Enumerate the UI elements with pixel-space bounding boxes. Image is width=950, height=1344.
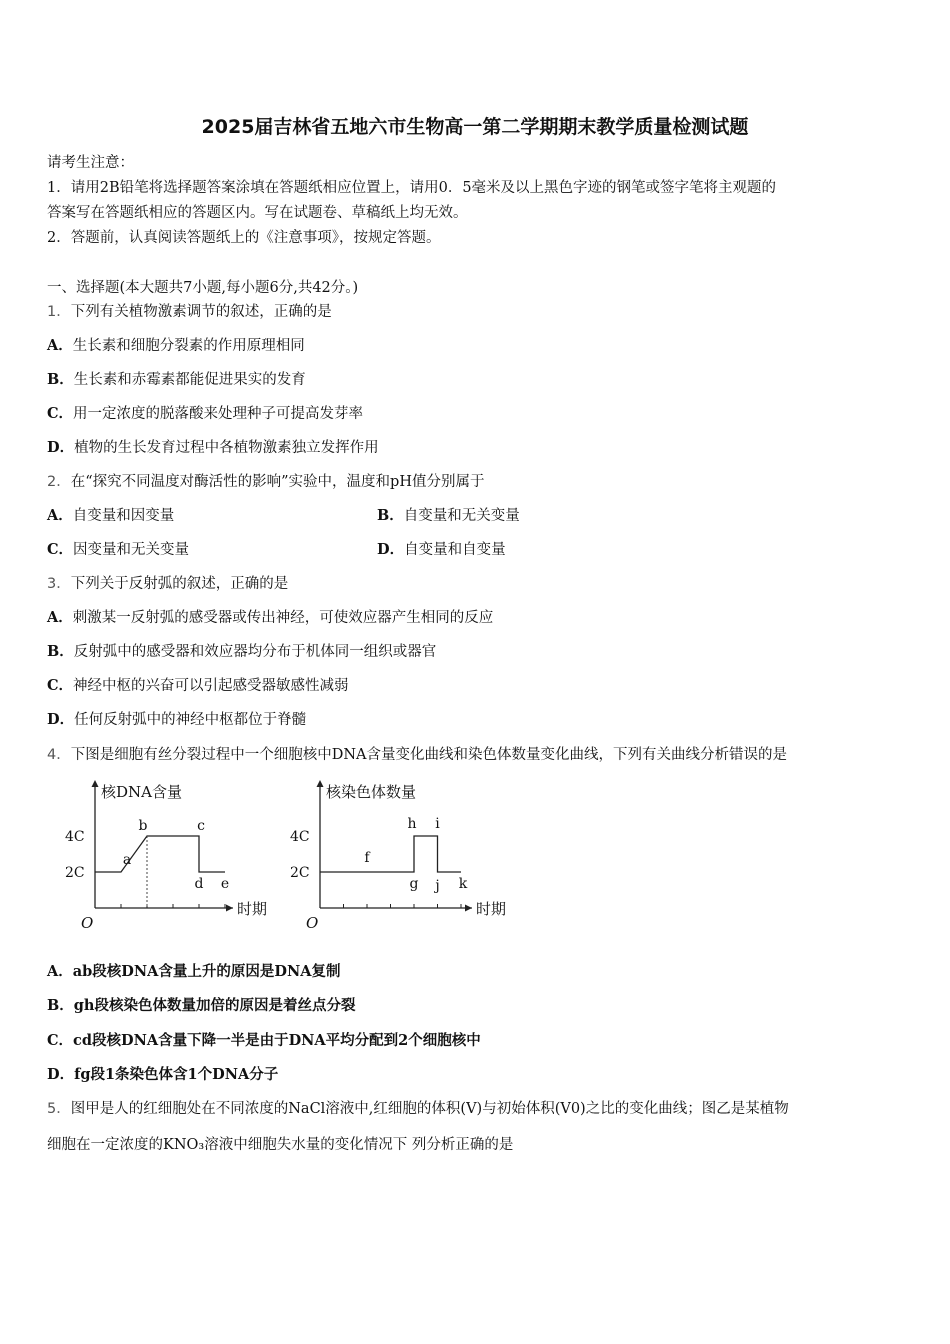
question-stem [47, 472, 485, 492]
option [47, 336, 305, 356]
section-heading: 一、选择题(本大题共7小题,每小题6分,共42分。) [47, 280, 359, 296]
origin-label: O [81, 914, 94, 932]
option [47, 404, 363, 424]
y-tick-label: 2C [290, 865, 310, 881]
option-label: C． [47, 541, 74, 558]
x-axis-arrow [226, 905, 233, 912]
option-text: 自变量和自变量 [404, 542, 506, 558]
option [47, 996, 355, 1016]
option-text: 神经中枢的兴奋可以引起感受器敏感性减弱 [73, 678, 349, 694]
option [47, 1031, 481, 1051]
option-label: D． [47, 1066, 75, 1083]
question-text: 下列有关植物激素调节的叙述，正确的是 [70, 304, 332, 320]
option [47, 370, 306, 390]
y-tick-label: 2C [65, 865, 85, 881]
y-tick-label: 4C [65, 829, 85, 845]
y-axis-arrow [92, 780, 99, 787]
option-text: 生长素和细胞分裂素的作用原理相同 [72, 338, 305, 354]
point-label: j [435, 878, 440, 894]
question-stem [47, 574, 288, 594]
option-label: A． [47, 507, 73, 524]
point-label: d [194, 876, 204, 892]
question-stem [47, 745, 787, 765]
option [377, 540, 506, 560]
point-label: h [407, 816, 417, 832]
option [47, 540, 189, 560]
option-label: B． [377, 507, 404, 524]
notice-item: 2．答题前，认真阅读答题纸上的《注意事项》，按规定答题。 [47, 230, 441, 246]
option-text: 因变量和无关变量 [73, 542, 190, 558]
y-tick-label: 4C [290, 829, 310, 845]
question-number: 5． [47, 1101, 71, 1117]
option-label: D． [377, 541, 405, 558]
chromosome-count-chart [292, 772, 522, 932]
option-text: 刺激某一反射弧的感受器或传出神经，可使效应器产生相同的反应 [72, 610, 494, 626]
chart-title: 核染色体数量 [326, 783, 417, 801]
data-line [320, 836, 461, 872]
question-number: 3． [47, 576, 71, 592]
point-label: b [138, 818, 148, 834]
option-label: A． [47, 337, 73, 354]
point-label: i [435, 816, 440, 832]
y-axis-arrow [317, 780, 324, 787]
option-text: gh段核染色体数量加倍的原因是着丝点分裂 [73, 997, 356, 1014]
option [47, 506, 174, 526]
option-label: C． [47, 1032, 74, 1049]
option [47, 438, 379, 458]
page-title: 2025届吉林省五地六市生物高一第二学期期末教学质量检测试题 [201, 116, 749, 138]
question-stem [47, 1099, 789, 1119]
option [47, 608, 493, 628]
option-text: 生长素和赤霉素都能促进果实的发育 [73, 372, 306, 388]
option-text: fg段1条染色体含1个DNA分子 [74, 1066, 279, 1083]
question-text: 下列关于反射弧的叙述，正确的是 [70, 576, 289, 592]
notice-heading: 请考生注意： [47, 155, 134, 171]
question-text: 图甲是人的红细胞处在不同浓度的NaCl溶液中,红细胞的体积(V)与初始体积(V0)之比的变化曲线；图乙是某植物 [70, 1101, 789, 1117]
point-label: f [364, 850, 370, 866]
notice-item: 1．请用2B铅笔将选择题答案涂填在答题纸相应位置上，请用0．5毫米及以上黑色字迹的钢笔或签字笔将主观题的 [47, 180, 777, 196]
option [47, 710, 306, 730]
point-label: a [122, 852, 132, 868]
question-number: 4． [47, 747, 71, 763]
question-number: 2． [47, 474, 71, 490]
option-label: B． [47, 371, 74, 388]
option-text: cd段核DNA含量下降一半是由于DNA平均分配到2个细胞核中 [73, 1032, 481, 1049]
option-text: ab段核DNA含量上升的原因是DNA复制 [72, 963, 341, 980]
origin-label: O [306, 914, 319, 932]
question-stem [47, 302, 332, 322]
option-text: 自变量和因变量 [72, 508, 175, 524]
chart-title: 核DNA含量 [101, 783, 182, 801]
option [47, 962, 340, 982]
data-line [95, 836, 225, 872]
x-axis-label: 时期 [237, 900, 268, 918]
option-label: C． [47, 405, 74, 422]
question-stem-continued: 细胞在一定浓度的KNO₃溶液中细胞失水量的变化情况下 列分析正确的是 [47, 1137, 514, 1153]
point-label: c [197, 818, 205, 834]
option-label: A． [47, 609, 73, 626]
question-number: 1． [47, 304, 71, 320]
point-label: e [220, 876, 230, 892]
option-label: A． [47, 963, 73, 980]
question-text: 在“探究不同温度对酶活性的影响”实验中，温度和pH值分别属于 [70, 474, 485, 490]
option-text: 反射弧中的感受器和效应器均分布于机体同一组织或器官 [73, 644, 437, 660]
option [47, 1065, 278, 1085]
option [47, 676, 349, 696]
x-axis-label: 时期 [476, 900, 507, 918]
option-text: 植物的生长发育过程中各植物激素独立发挥作用 [74, 440, 379, 456]
point-label: g [409, 876, 419, 892]
option-label: B． [47, 997, 74, 1014]
option-label: D． [47, 439, 75, 456]
option-text: 自变量和无关变量 [403, 508, 520, 524]
point-label: k [458, 876, 468, 892]
option-label: C． [47, 677, 74, 694]
option [377, 506, 520, 526]
option [47, 642, 436, 662]
option-label: B． [47, 643, 74, 660]
option-label: D． [47, 711, 75, 728]
x-axis-arrow [465, 905, 472, 912]
option-text: 任何反射弧中的神经中枢都位于脊髓 [74, 712, 307, 728]
dna-content-chart [45, 772, 285, 932]
question-text: 下图是细胞有丝分裂过程中一个细胞核中DNA含量变化曲线和染色体数量变化曲线，下列有关曲线分析错误的是 [70, 747, 788, 763]
option-text: 用一定浓度的脱落酸来处理种子可提高发芽率 [73, 406, 364, 422]
notice-item: 答案写在答题纸相应的答题区内。写在试题卷、草稿纸上均无效。 [47, 205, 468, 221]
